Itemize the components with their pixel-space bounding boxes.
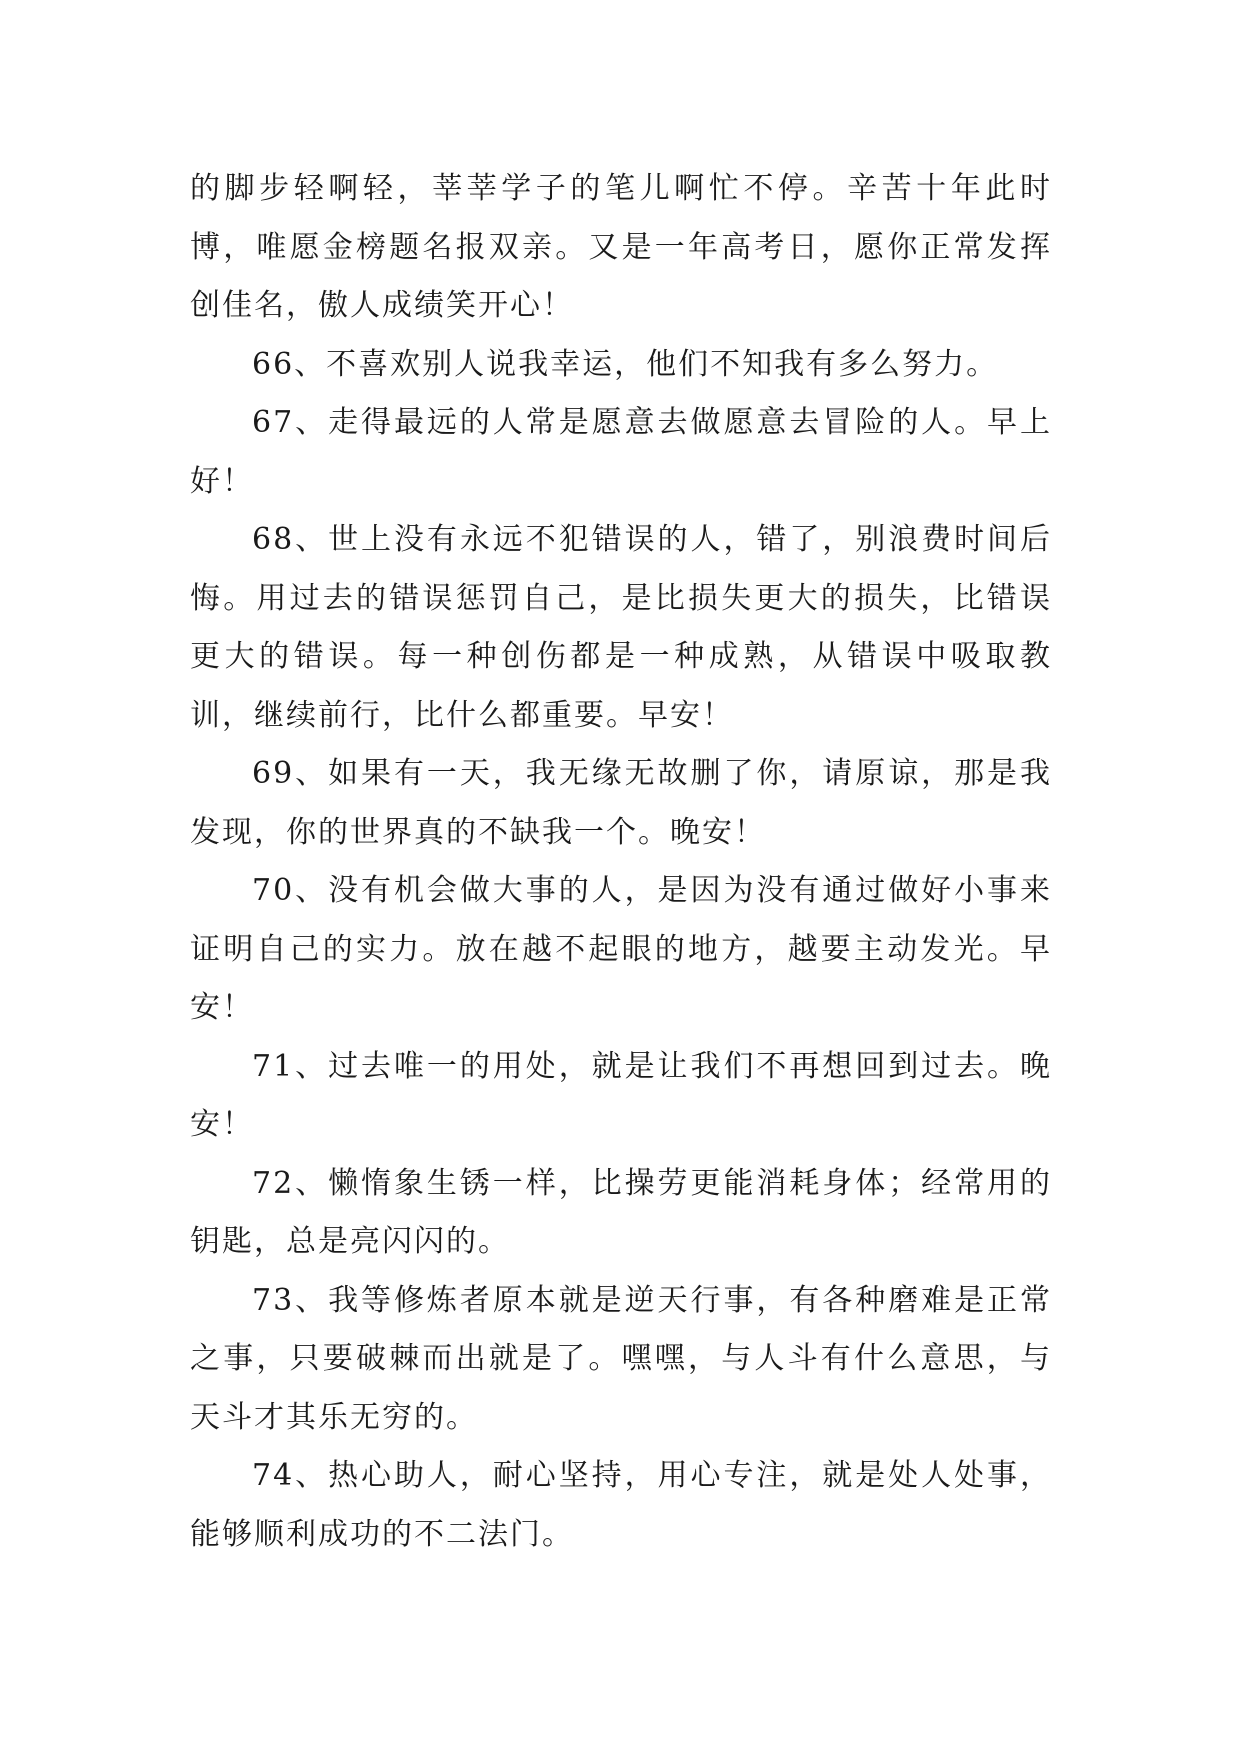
paragraph-72: 72、懒惰象生锈一样，比操劳更能消耗身体；经常用的钥匙，总是亮闪闪的。	[190, 1165, 1052, 1259]
paragraph-66: 66、不喜欢别人说我幸运，他们不知我有多么努力。	[252, 346, 999, 382]
paragraph-67: 67、走得最远的人常是愿意去做愿意去冒险的人。早上好！	[190, 405, 1052, 499]
paragraph-74: 74、热心助人，耐心坚持，用心专注，就是处人处事，能够顺利成功的不二法门。	[190, 1458, 1052, 1552]
paragraph-73: 73、我等修炼者原本就是逆天行事，有各种磨难是正常之事，只要破棘而出就是了。嘿嘿，与人斗有什么意思，与天斗才其乐无穷的。	[190, 1282, 1052, 1435]
paragraph-65-continuation: 的脚步轻啊轻，莘莘学子的笔儿啊忙不停。辛苦十年此时博，唯愿金榜题名报双亲。又是一年高考日，愿你正常发挥创佳名，傲人成绩笑开心！	[190, 171, 1052, 323]
paragraph-69: 69、如果有一天，我无缘无故删了你，请原谅，那是我发现，你的世界真的不缺我一个。晚安！	[190, 756, 1052, 850]
paragraph-68: 68、世上没有永远不犯错误的人，错了，别浪费时间后悔。用过去的错误惩罚自己，是比损失更大的损失，比错误更大的错误。每一种创伤都是一种成熟，从错误中吸取教训，继续前行，比什么都重要。早安！	[190, 522, 1052, 733]
paragraph-70: 70、没有机会做大事的人，是因为没有通过做好小事来证明自己的实力。放在越不起眼的地方，越要主动发光。早安！	[190, 873, 1052, 1025]
document-body	[190, 160, 1052, 1564]
paragraph-71: 71、过去唯一的用处，就是让我们不再想回到过去。晚安！	[190, 1048, 1052, 1142]
